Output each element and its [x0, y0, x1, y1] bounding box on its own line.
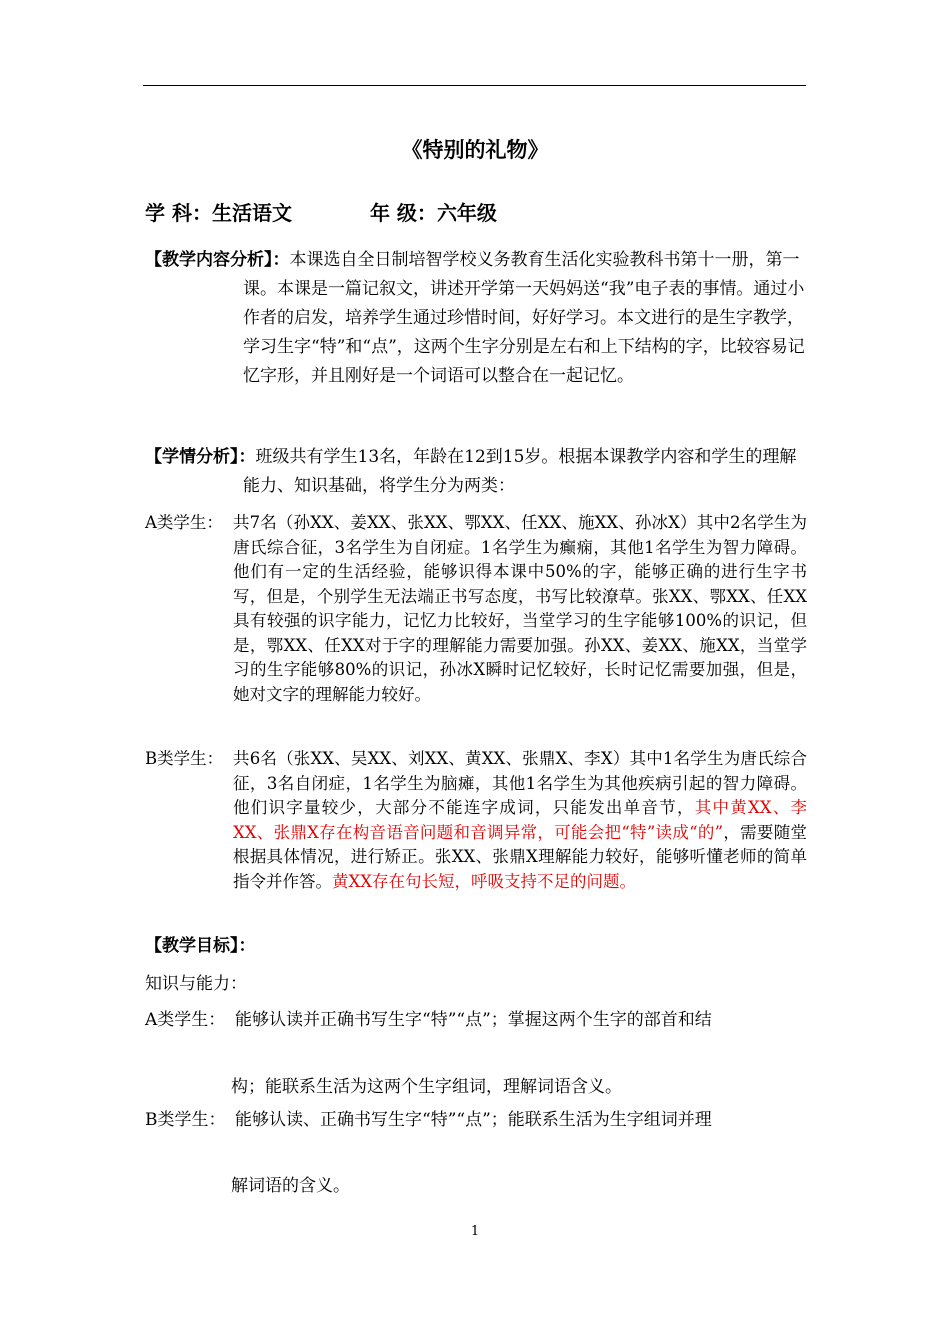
goals-label: 【教学目标】： — [145, 936, 256, 956]
goal-b-label: B类学生： — [145, 1110, 226, 1130]
subject-grade-line — [145, 197, 497, 226]
knowledge-label: 知识与能力： — [145, 974, 247, 994]
goal-b-line1: 能够认读、正确书写生字“特”“点”；能联系生活为生字组词并理 — [235, 1110, 712, 1130]
group-b-section — [145, 747, 807, 894]
document-title: 《特别的礼物》 — [401, 137, 549, 162]
grade-value: 六年级 — [436, 201, 497, 225]
group-b-red-2: 黄XX存在句长短，呼吸支持不足的问题。 — [332, 871, 636, 891]
goal-a-line2: 构；能联系生活为这两个生字组词，理解词语含义。 — [231, 1077, 622, 1097]
goal-a-line1: 能够认读并正确书写生字“特”“点”；掌握这两个生字的部首和结 — [235, 1010, 712, 1030]
subject-value: 生活语文 — [211, 201, 292, 225]
content-analysis-section — [145, 246, 807, 391]
goal-a — [145, 1008, 807, 1032]
goal-b — [145, 1108, 807, 1132]
content-analysis-text: 本课选自全日制培智学校义务教育生活化实验教科书第十一册，第一课。本课是一篇记叙文，讲述开学第一天妈妈送“我”电子表的事情。通过小作者的启发，培养学生通过珍惜时间，好好学习。本文进行的是生字教学，学习生字“特”和“点”，这两个生字分别是左右和上下结构的字，比较容易记忆字形，并且刚好是一个词语可以整合在一起记忆。 — [243, 250, 805, 386]
goal-b-line2: 解词语的含义。 — [231, 1176, 350, 1196]
group-b-text-2: ，需要随堂根据具体情况，进行矫正。张XX、张鼎X理解能力较好，能够听懂老师的简单指令并作答。 — [233, 822, 808, 891]
group-b-text-1: 共6名（张XX、吴XX、刘XX、黄XX、张鼎X、李X）其中1名学生为唐氏综合征，3名自闭症，1名学生为脑瘫，其他1名学生为其他疾病引起的智力障碍。他们识字量较少，大部分不能连字成词，只能发出单音节， — [233, 749, 807, 817]
goal-a-label: A类学生： — [145, 1010, 226, 1030]
header-rule — [143, 85, 806, 86]
student-analysis-label: 【学情分析】： — [145, 447, 256, 467]
grade-label: 年 级： — [369, 201, 437, 225]
subject-label: 学 科： — [145, 201, 212, 225]
group-b-label: B类学生： — [145, 749, 224, 768]
student-analysis-text: 班级共有学生13名，年龄在12到15岁。根据本课教学内容和学生的理解能力、知识基础，将学生分为两类： — [243, 447, 797, 496]
group-b-text — [233, 747, 807, 894]
group-b-red-1: 其中黄XX、李XX、张鼎X存在构音语音问题和音调异常，可能会把“特”读成“的” — [233, 798, 808, 842]
group-a-text: 共7名（孙XX、姜XX、张XX、鄂XX、任XX、施XX、孙冰X）其中2名学生为唐氏综合征，3名学生为自闭症。1名学生为癫痫，其他1名学生为智力障碍。他们有一定的生活经验，能够识得本课中50%的字，能够正确的进行生字书写，但是，个别学生无法端正书写态度，书写比较潦草。张XX、鄂XX、任XX具有较强的识字能力，记忆力比较好，当堂学习的生字能够100%的识记，但是，鄂XX、任XX对于字的理解能力需要加强。孙XX、姜XX、施XX，当堂学习的生字能够80%的识记，孙冰X瞬时记忆较好，长时记忆需要加强，但是，她对文字的理解能力较好。 — [233, 513, 807, 704]
student-analysis-section — [145, 443, 807, 501]
group-a-section — [145, 511, 807, 707]
page-number: 1 — [470, 1224, 480, 1239]
content-analysis-label: 【教学内容分析】： — [145, 250, 290, 270]
group-a-label: A类学生： — [145, 513, 223, 532]
